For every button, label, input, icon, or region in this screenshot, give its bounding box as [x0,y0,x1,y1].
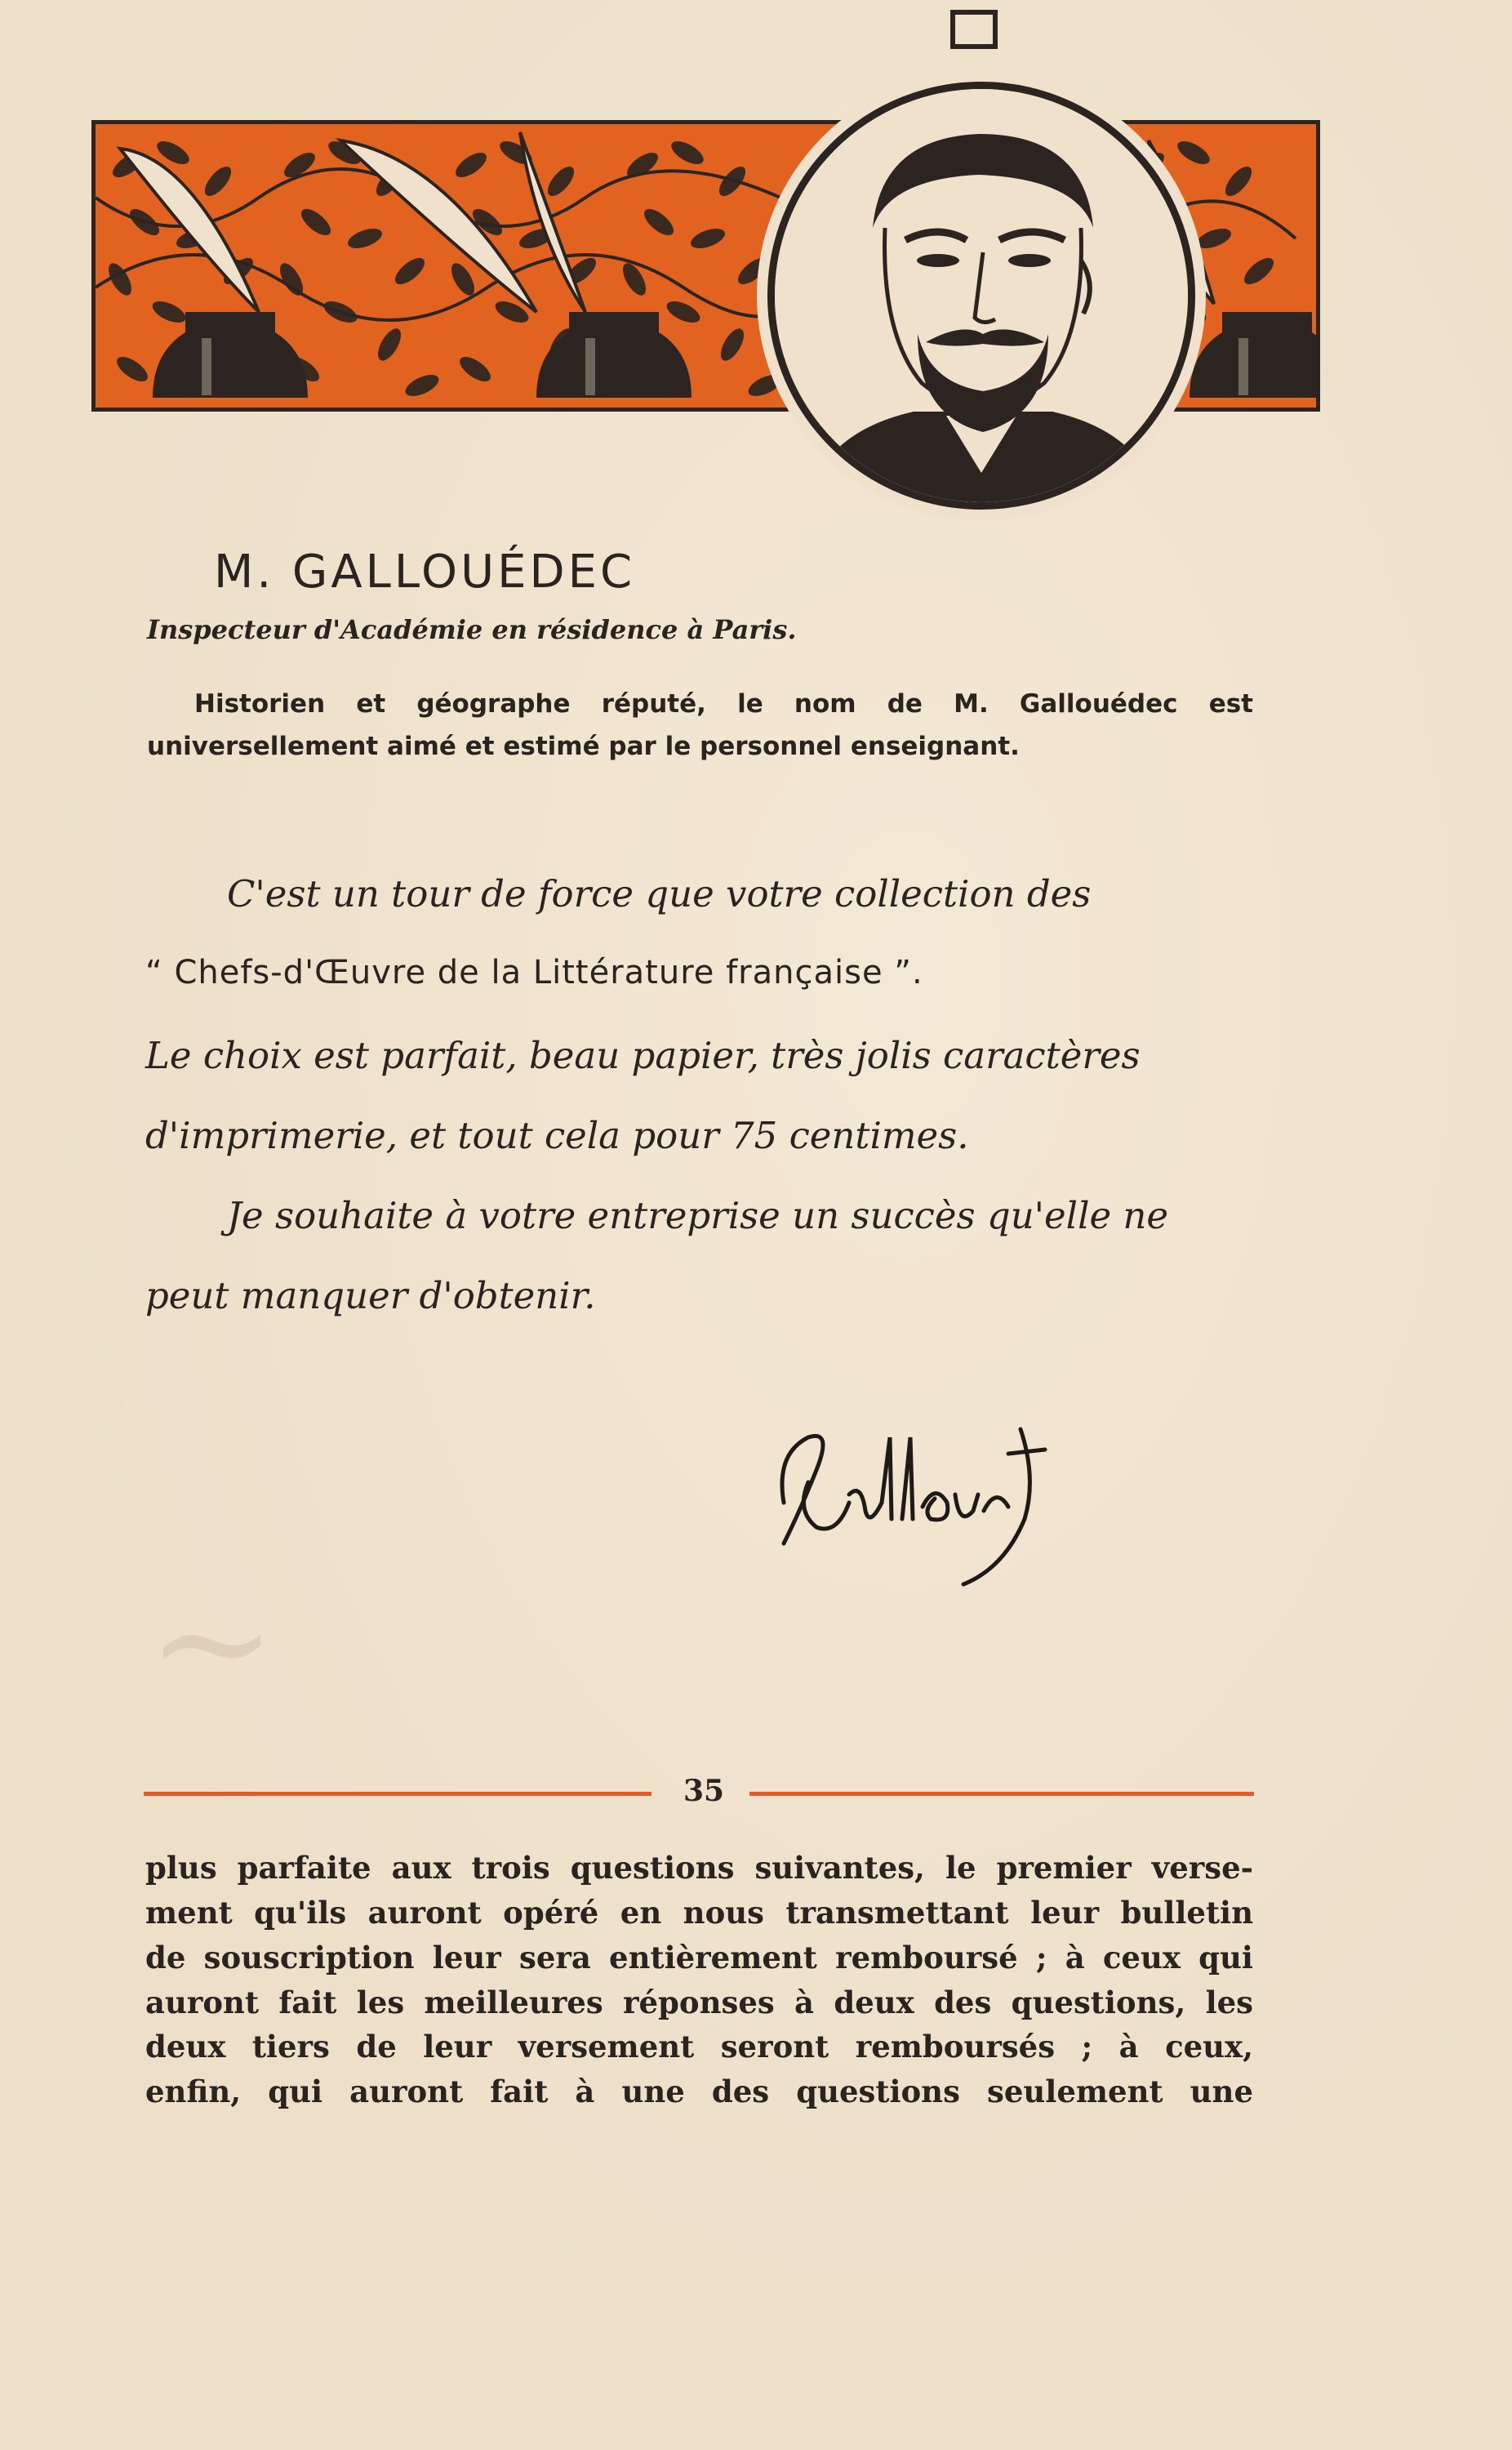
page-number: 35 [683,1774,725,1808]
body-text-line: ment qu'ils auront opéré en nous transmettant leur bulletin [145,1895,1253,1931]
quote-line-1: C'est un tour de force que votre collection des [227,872,1092,915]
quote-line-6: peut manquer d'obtenir. [145,1274,596,1317]
handwritten-signature [759,1405,1061,1592]
body-text-line: enfin, qui auront fait à une des questions seulement une [145,2074,1253,2109]
body-text-line: de souscription leur sera entièrement remboursé ; à ceux qui [145,1940,1253,1976]
hanging-tab [950,10,998,49]
portrait-drawing [775,89,1188,502]
body-text-line: deux tiers de leur versement seront remboursés ; à ceux, [145,2029,1253,2065]
person-bio: Historien et géographe réputé, le nom de M. Gallouédec est universellement aimé et estimé par le personnel enseignant. [147,689,1253,761]
quote-line-2-collection-title: “ Chefs-d'Œuvre de la Littérature française ”. [145,954,923,991]
show-through-ghost: ~ [147,1552,278,1732]
quote-line-3: Le choix est parfait, beau papier, très jolis caractères [145,1034,1141,1077]
body-text-line: plus parfaite aux trois questions suivantes, le premier verse- [145,1850,1253,1886]
divider-rule-right [749,1792,1254,1796]
quote-line-5: Je souhaite à votre entreprise un succès qu'elle ne [227,1194,1169,1237]
portrait-illustration [767,82,1195,510]
quote-line-4: d'imprimerie, et tout cela pour 75 centimes. [145,1114,969,1157]
body-text-line: auront fait les meilleures réponses à deux des questions, les [145,1984,1253,2020]
person-role: Inspecteur d'Académie en résidence à Paris. [147,614,797,645]
divider-rule-left [144,1792,651,1796]
person-name: M. GALLOUÉDEC [214,546,636,599]
